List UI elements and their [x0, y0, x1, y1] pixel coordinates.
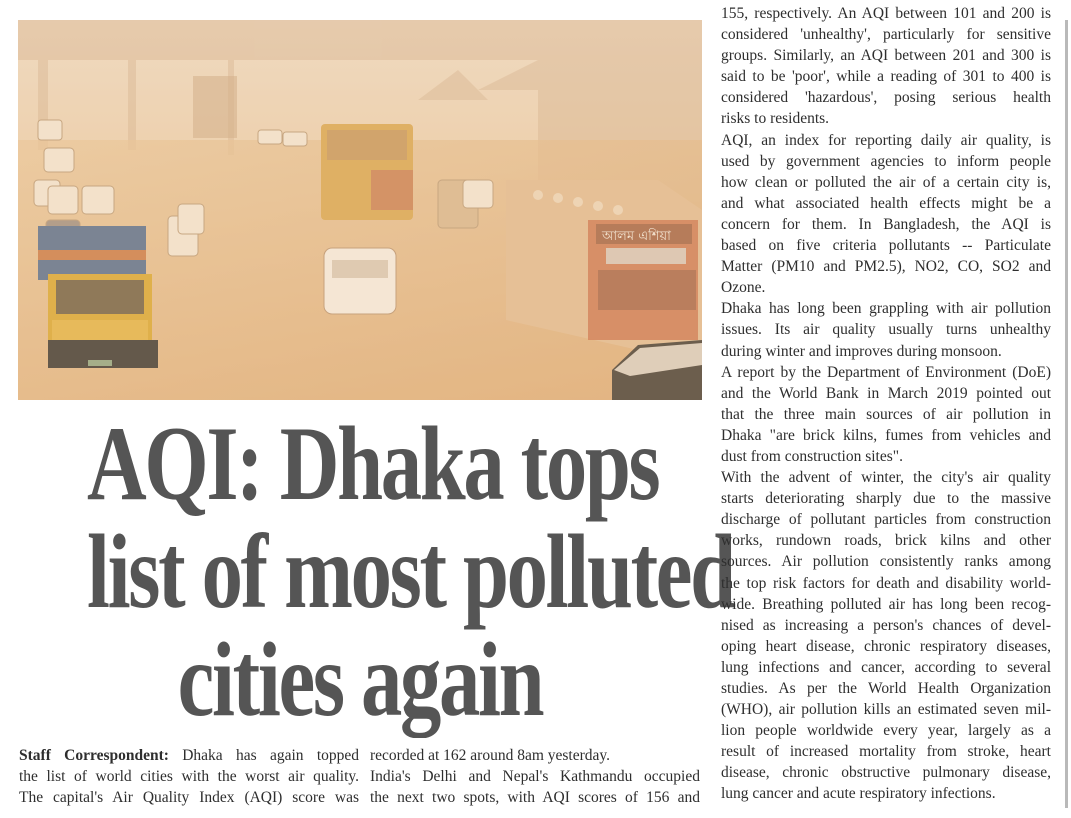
- column-rule: [1065, 20, 1068, 808]
- body-line: how clean or polluted the air of a certain city is,: [721, 173, 1051, 191]
- body-line: considered 'hazardous', posing serious health: [721, 89, 1051, 107]
- body-line: (WHO), air pollution kills an estimated seven mil-: [721, 701, 1051, 719]
- body-line: nised as increasing a person's chances of devel-: [721, 616, 1051, 634]
- body-line: A report by the Department of Environment (DoE): [721, 363, 1051, 381]
- body-line: India's Delhi and Nepal's Kathmandu occupied: [370, 768, 700, 786]
- body-line: groups. Similarly, an AQI between 201 and 300 is: [721, 47, 1051, 65]
- body-line: AQI, an index for reporting daily air quality, is: [721, 131, 1051, 149]
- article-headline: [87, 405, 734, 738]
- body-line: oping heart disease, chronic respiratory diseases,: [721, 637, 1051, 655]
- headline-line-1: AQI: Dhaka tops: [87, 405, 659, 522]
- body-line: works, rundown roads, brick kilns and other: [721, 532, 1051, 550]
- body-line: lion people worldwide every year, largely as a: [721, 722, 1051, 740]
- dusty-road-traffic-illustration: [18, 20, 702, 400]
- body-line: discharge of pollutant particles from construction: [721, 511, 1051, 529]
- body-line: starts deteriorating sharply due to the massive: [721, 490, 1051, 508]
- body-line: lung cancer and acute respiratory infections.: [721, 785, 996, 803]
- body-line: concern for them. In Bangladesh, the AQI is: [721, 215, 1051, 233]
- headline-line-3: cities again: [177, 621, 543, 738]
- body-line: Ozone.: [721, 279, 766, 297]
- body-line: With the advent of winter, the city's air quality: [721, 469, 1051, 487]
- body-line: result of increased mortality from stroke, heart: [721, 743, 1051, 761]
- body-line: sources. Air pollution consistently ranks among: [721, 553, 1051, 571]
- body-line: 155, respectively. An AQI between 101 and 200 is: [721, 5, 1051, 22]
- article-column-2: [370, 745, 700, 808]
- body-line: disease, chronic obstructive pulmonary disease,: [721, 764, 1051, 782]
- body-line: issues. Its air quality usually turns unhealthy: [721, 321, 1051, 339]
- news-photo: [18, 20, 702, 400]
- body-line: Dhaka "are brick kilns, fumes from vehicles and: [721, 426, 1051, 444]
- body-line: based on five criteria pollutants -- Particulate: [721, 237, 1051, 255]
- body-line: wide. Breathing polluted air has long been recog-: [721, 595, 1051, 613]
- body-line: Matter (PM10 and PM2.5), NO2, CO, SO2 and: [721, 258, 1051, 276]
- body-line: and what associated health effects might be a: [721, 194, 1051, 212]
- body-line: that the three main sources of air pollution in: [721, 405, 1051, 423]
- article-column-1: [19, 745, 359, 808]
- body-line: [19, 745, 359, 766]
- body-line: said to be 'poor', while a reading of 301 to 400 is: [721, 68, 1051, 86]
- body-line: The capital's Air Quality Index (AQI) score was: [19, 789, 359, 807]
- body-line: recorded at 162 around 8am yesterday.: [370, 747, 611, 764]
- body-line: studies. As per the World Health Organization: [721, 680, 1051, 697]
- body-line: Dhaka has long been grappling with air pollution: [721, 300, 1051, 318]
- article-column-3: [721, 3, 1051, 805]
- body-line: risks to residents.: [721, 110, 830, 128]
- byline: Staff Correspondent:: [19, 747, 169, 764]
- body-line: the next two spots, with AQI scores of 156 and: [370, 789, 700, 807]
- body-line: dust from construction sites".: [721, 447, 903, 465]
- body-line: the top risk factors for death and disability world-: [721, 574, 1051, 592]
- body-line: and the World Bank in March 2019 pointed out: [721, 384, 1051, 402]
- body-line: considered 'unhealthy', particularly for sensitive: [721, 26, 1051, 44]
- body-line: lung infections and cancer, according to several: [721, 658, 1051, 676]
- body-line: the list of world cities with the worst air quality.: [19, 768, 359, 786]
- bus-destination-sign: আলম এশিয়া: [602, 229, 671, 244]
- lead-text: Dhaka has again topped: [168, 747, 360, 764]
- body-line: used by government agencies to inform people: [721, 152, 1051, 170]
- headline-line-2: list of most polluted: [87, 513, 734, 630]
- body-line: during winter and improves during monsoon.: [721, 342, 1002, 360]
